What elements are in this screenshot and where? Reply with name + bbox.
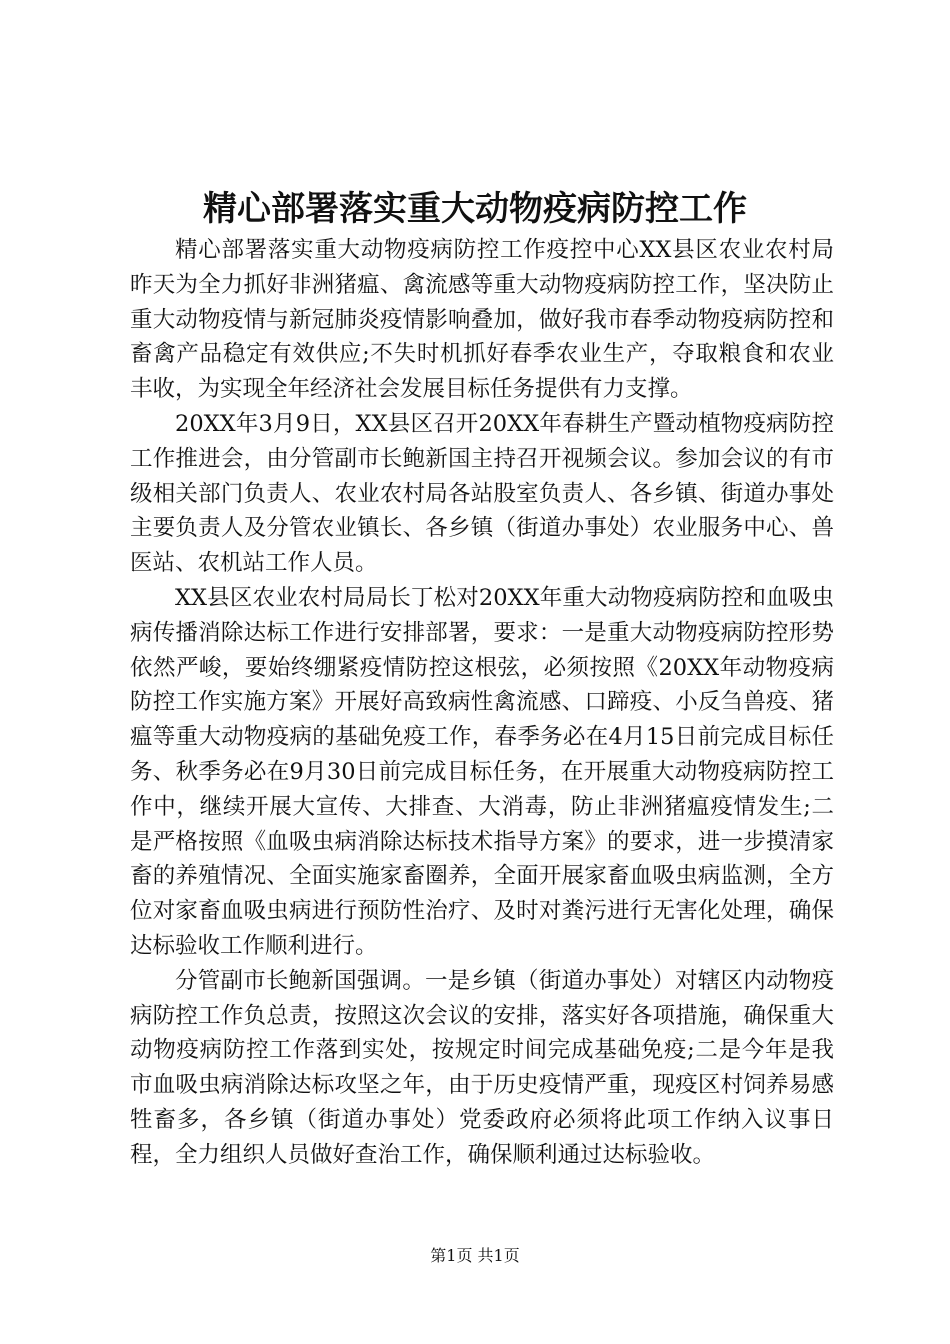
paragraph-3: XX县区农业农村局局长丁松对20XX年重大动物疫病防控和血吸虫病传播消除达标工作进行安排部署，要求：一是重大动物疫病防控形势依然严峻，要始终绷紧疫情防控这根弦，必须按照《20XX年动物疫病防控工作实施方案》开展好高致病性禽流感、口蹄疫、小反刍兽疫、猪瘟等重大动物疫病的基础免疫工作，春季务必在4月15日前完成目标任务、秋季务必在9月30日前完成目标任务，在开展重大动物疫病防控工作中，继续开展大宣传、大排查、大消毒，防止非洲猪瘟疫情发生;二是严格按照《血吸虫病消除达标技术指导方案》的要求，进一步摸清家畜的养殖情况、全面实施家畜圈养，全面开展家畜血吸虫病监测，全方位对家畜血吸虫病进行预防性治疗、及时对粪污进行无害化处理，确保达标验收工作顺利进行。 bbox=[130, 584, 834, 959]
document-body bbox=[130, 233, 834, 1173]
paragraph-4: 分管副市长鲍新国强调。一是乡镇（街道办事处）对辖区内动物疫病防控工作负总责，按照这次会议的安排，落实好各项措施，确保重大动物疫病防控工作落到实处，按规定时间完成基础免疫;二是今年是我市血吸虫病消除达标攻坚之年，由于历史疫情严重，现疫区村饲养易感牲畜多，各乡镇（街道办事处）党委政府必须将此项工作纳入议事日程，全力组织人员做好查治工作，确保顺利通过达标验收。 bbox=[130, 967, 834, 1168]
paragraph-2: 20XX年3月9日，XX县区召开20XX年春耕生产暨动植物疫病防控工作推进会，由分管副市长鲍新国主持召开视频会议。参加会议的有市级相关部门负责人、农业农村局各站股室负责人、各乡镇、街道办事处主要负责人及分管农业镇长、各乡镇（街道办事处）农业服务中心、兽医站、农机站工作人员。 bbox=[130, 410, 834, 577]
document-title: 精心部署落实重大动物疫病防控工作 bbox=[203, 189, 747, 229]
page-footer: 第1页 共1页 bbox=[430, 1246, 520, 1265]
paragraph-1: 精心部署落实重大动物疫病防控工作疫控中心XX县区农业农村局昨天为全力抓好非洲猪瘟、禽流感等重大动物疫病防控工作，坚决防止重大动物疫情与新冠肺炎疫情影响叠加，做好我市春季动物疫病防控和畜禽产品稳定有效供应;不失时机抓好春季农业生产，夺取粮食和农业丰收，为实现全年经济社会发展目标任务提供有力支撑。 bbox=[130, 237, 834, 403]
